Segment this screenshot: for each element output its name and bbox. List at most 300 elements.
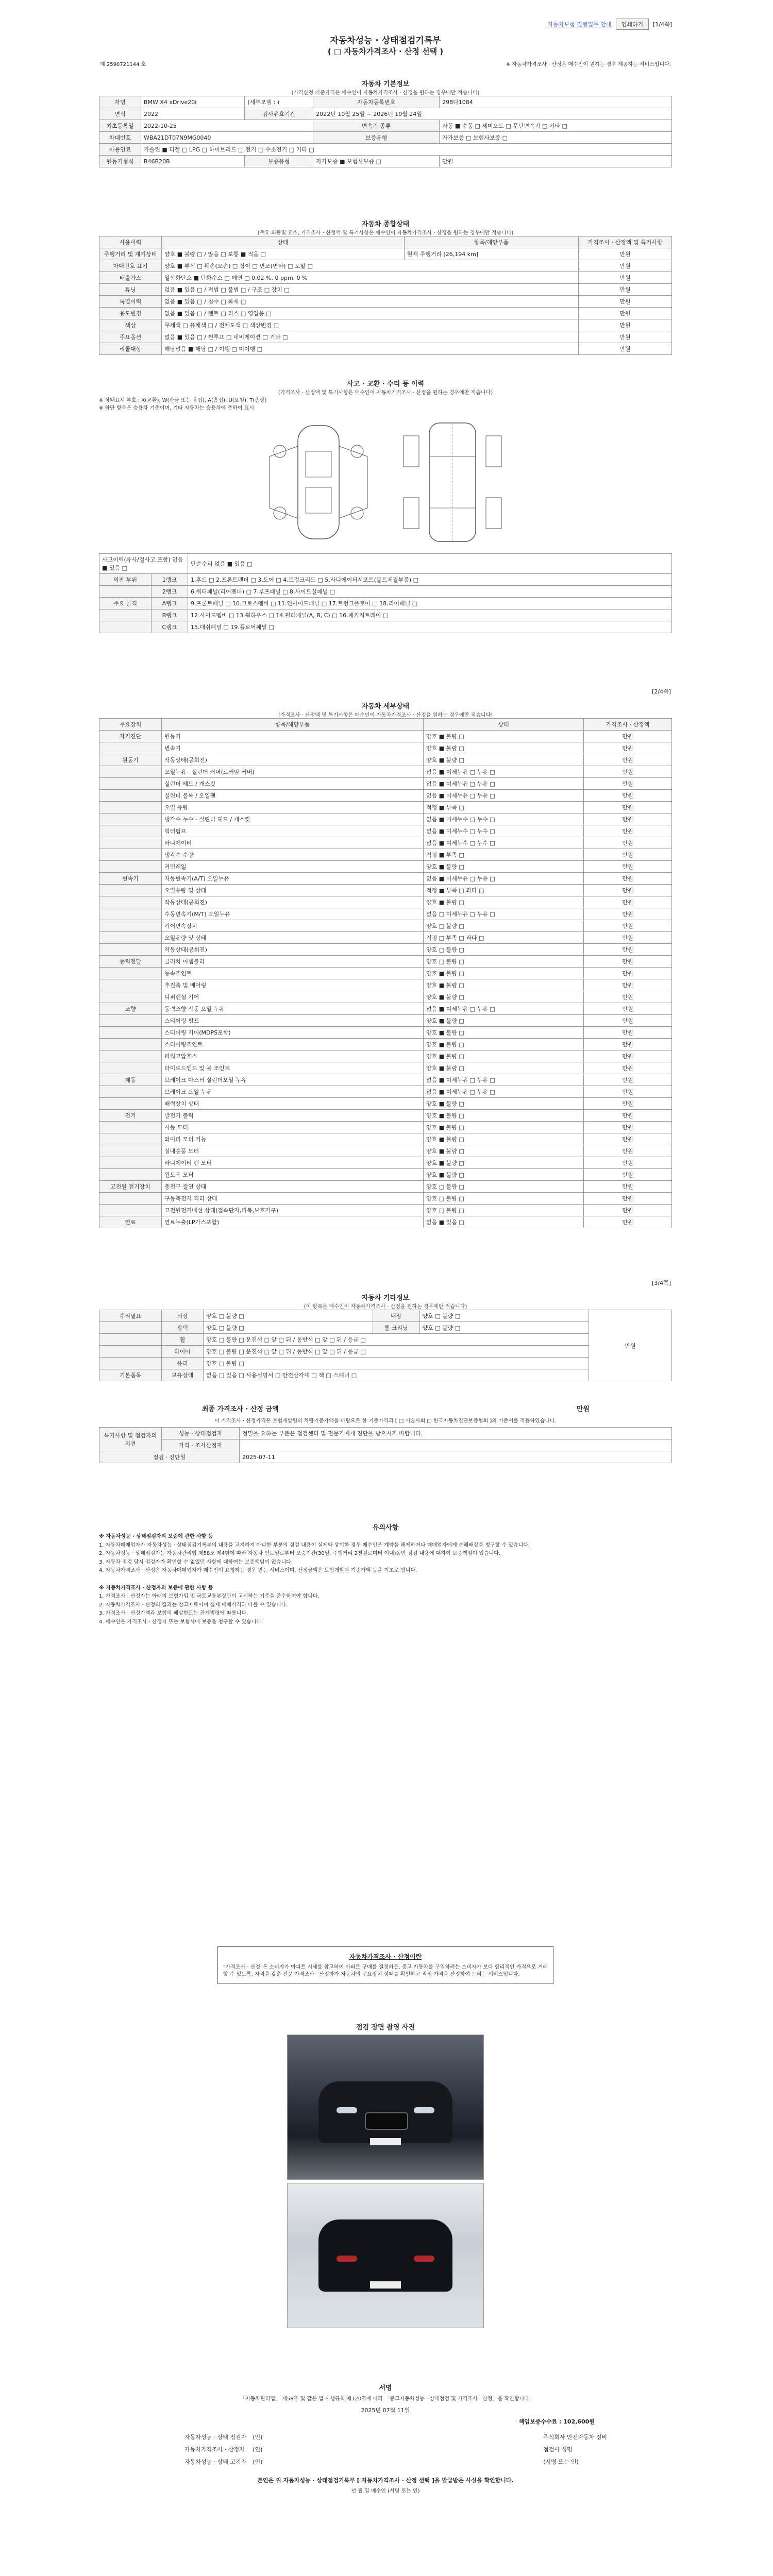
cell: 만원 bbox=[579, 296, 672, 308]
detail-row bbox=[99, 1027, 672, 1039]
detail-row bbox=[99, 1086, 672, 1098]
detail-row bbox=[99, 1039, 672, 1050]
cell: 튜닝 bbox=[99, 284, 162, 296]
cell: 만원 bbox=[579, 248, 672, 260]
detail-row bbox=[99, 837, 672, 849]
cell: 자동변속기(A/T) 오일누유 bbox=[162, 873, 424, 885]
detail-row bbox=[99, 932, 672, 944]
detail-row bbox=[99, 1181, 672, 1193]
cell: 양호 ■ 불량 □ bbox=[424, 861, 584, 873]
cell: 만원 bbox=[584, 1181, 672, 1193]
sign-section bbox=[99, 2379, 672, 2494]
cell: 양호 □ 불량 □ bbox=[204, 1358, 589, 1369]
cell: 양호 ■ 불량 □ bbox=[424, 1027, 584, 1039]
col-head: 상태 bbox=[424, 719, 584, 731]
cell: 양호 ■ 불량 □ bbox=[424, 754, 584, 766]
cell: 만원 bbox=[584, 1015, 672, 1027]
cell bbox=[99, 1098, 162, 1110]
cell: 기어변속장치 bbox=[162, 920, 424, 932]
detail-row bbox=[99, 956, 672, 968]
cell bbox=[99, 861, 162, 873]
cell bbox=[99, 621, 152, 633]
cell: 양호 □ 불량 □ bbox=[419, 1310, 589, 1322]
cell: 조향 bbox=[99, 1003, 162, 1015]
sign-footer2: 년 월 일 매수인 (서명 또는 인) bbox=[351, 2488, 420, 2494]
cell: 만원 bbox=[584, 742, 672, 754]
cell bbox=[99, 896, 162, 908]
note-item: 3. 자동차 점검 당시 점검자가 확인할 수 없었던 사항에 대하여는 보증책임이 없습니다. bbox=[99, 1559, 293, 1565]
car-side-view-diagram bbox=[259, 415, 378, 549]
cell: 파워고압호스 bbox=[162, 1050, 424, 1062]
cell: 작동상태(공회전) bbox=[162, 944, 424, 956]
accident-table bbox=[99, 553, 672, 633]
cell: 작동상태(공회전) bbox=[162, 754, 424, 766]
sign-text: 「자동차관리법」 제58조 및 같은 법 시행규칙 제120조에 따라 「중고자동차성능 · 상태점검 및 가격조사 · 산정」을 확인합니다. bbox=[240, 2396, 531, 2402]
cell bbox=[99, 1050, 162, 1062]
cell: 오일유량 및 상태 bbox=[162, 885, 424, 896]
detail-row bbox=[99, 908, 672, 920]
cell: 충전구 절연 상태 bbox=[162, 1181, 424, 1193]
note-item: 1. 가격조사 · 산정자는 아래의 보험가입 및 국토교통부장관이 고시하는 기준을 준수하여야 합니다. bbox=[99, 1594, 320, 1599]
cell: A랭크 bbox=[152, 598, 188, 609]
cell: 타이어 bbox=[162, 1346, 204, 1358]
sign-date: 2025년 07월 11일 bbox=[361, 2407, 410, 2414]
cell: 디퍼렌셜 기어 bbox=[162, 991, 424, 1003]
detail-row bbox=[99, 1122, 672, 1133]
cell: 자기진단 bbox=[99, 731, 162, 742]
cell: 적정 □ 부족 □ 과다 □ bbox=[424, 932, 584, 944]
cell bbox=[99, 1086, 162, 1098]
cell: 없음 ■ 미세누유 □ 누유 □ bbox=[424, 1086, 584, 1098]
detail-row bbox=[99, 920, 672, 932]
cell: 원동기 bbox=[99, 754, 162, 766]
cell: 차대번호 bbox=[99, 132, 141, 144]
cell: 298다1084 bbox=[440, 96, 672, 108]
signer-role: 자동차성능 · 상태 점검자 bbox=[184, 2434, 247, 2441]
detail-row bbox=[99, 778, 672, 790]
detail-row bbox=[99, 1074, 672, 1086]
accident-section bbox=[99, 375, 672, 633]
col-head: 주요장치 bbox=[99, 719, 162, 731]
cell: 없음 ■ 있음 □ bbox=[424, 1216, 584, 1228]
cell: 없음 ■ 미세누수 □ 누수 □ bbox=[424, 837, 584, 849]
cell: 만원 bbox=[584, 814, 672, 825]
cell: 전기 bbox=[99, 1110, 162, 1122]
cell: 만원 bbox=[584, 979, 672, 991]
cell bbox=[99, 1193, 162, 1205]
cell: 양호 ■ 불량 □ bbox=[424, 1015, 584, 1027]
cell: 양호 ■ 불량 □ bbox=[424, 1110, 584, 1122]
cell: 주요 골격 bbox=[99, 598, 152, 609]
doc-number: 제 2590721144 호 bbox=[100, 62, 146, 67]
cell bbox=[99, 586, 152, 598]
cell: 일산화탄소 ■ 탄화수소 □ 매연 □ 0.02 %, 0 ppm, 0 % bbox=[162, 272, 579, 284]
insurance-link[interactable]: 자동차보험 진행업무 안내 bbox=[547, 21, 612, 28]
notes-section bbox=[99, 1519, 672, 1627]
cell: 없음 ■ 미세누유 □ 누유 □ bbox=[424, 873, 584, 885]
cell: 정밀을 요하는 부분은 점검센터 및 전문가에게 진단을 받으시기 바랍니다. bbox=[240, 1428, 672, 1439]
fee-value: 102,600원 bbox=[563, 2418, 595, 2425]
cell: 실린더 블록 / 오일팬 bbox=[162, 790, 424, 802]
inspection-photo-rear bbox=[287, 2183, 484, 2328]
cell: 보증유형 bbox=[313, 132, 440, 144]
cell bbox=[99, 1062, 162, 1074]
cell: 9.프론트패널 □ 10.크로스멤버 □ 11.인사이드패널 □ 17.트렁크플로어 □ 18.리어패널 □ bbox=[188, 598, 672, 609]
cell: WBA21DT07N9MG0040 bbox=[141, 132, 313, 144]
cell: 만원 bbox=[584, 991, 672, 1003]
cell: 사용연료 bbox=[99, 144, 141, 156]
cell: 라디에이터 bbox=[162, 837, 424, 849]
signer-seal: (인) bbox=[253, 2434, 263, 2441]
basic-table bbox=[99, 96, 672, 167]
detail-row bbox=[99, 991, 672, 1003]
note-item: 2. 자동차가격조사 · 산정의 결과는 참고자료이며 실제 매매가격과 다를 수 있습니다. bbox=[99, 1602, 288, 1608]
cell: 만원 bbox=[579, 319, 672, 331]
notes-sub2: ※ 자동차가격조사 · 산정자의 보증에 관한 사항 등 bbox=[99, 1585, 213, 1591]
cell: 없음 ■ 있음 □ / 침수 □ 화재 □ bbox=[162, 296, 579, 308]
cell: 적정 ■ 부족 □ bbox=[424, 849, 584, 861]
cell: 만원 bbox=[584, 1074, 672, 1086]
cell bbox=[99, 825, 162, 837]
cell: 만원 bbox=[584, 968, 672, 979]
accident-note: (가격조사 · 산정액 및 특기사항은 매수인이 자동차가격조사 · 산정을 원하는 경우에만 적습니다) bbox=[278, 390, 493, 396]
cell: 양호 □ 불량 □ bbox=[204, 1322, 373, 1334]
cell: 만원 bbox=[579, 343, 672, 355]
detail-row bbox=[99, 849, 672, 861]
cell: 양호 ■ 불량 □ bbox=[424, 1145, 584, 1157]
cell: 현재 주행거리 [26,194 km] bbox=[404, 248, 578, 260]
general-table bbox=[99, 236, 672, 355]
info-box-title: 자동차가격조사 · 산정이란 bbox=[349, 1953, 422, 1960]
cell bbox=[99, 1145, 162, 1157]
cell bbox=[99, 932, 162, 944]
cell: 만원 bbox=[584, 766, 672, 778]
cell: 양호 ■ 불량 □ bbox=[424, 731, 584, 742]
cell: 만원 bbox=[584, 861, 672, 873]
cell: 브레이크 오일 누유 bbox=[162, 1086, 424, 1098]
cell bbox=[99, 814, 162, 825]
cell: 브레이크 마스터 실린더오일 누유 bbox=[162, 1074, 424, 1086]
col-head: 가격조사 · 산정액 및 특기사항 bbox=[579, 236, 672, 248]
page-3 bbox=[94, 1277, 677, 2565]
cell: 양호 □ 불량 □ bbox=[424, 1181, 584, 1193]
accident-heading: 사고 · 교환 · 수리 등 이력 bbox=[346, 380, 425, 388]
cell bbox=[99, 1039, 162, 1050]
detail-row bbox=[99, 814, 672, 825]
other-note: (이 항목은 매수인이 자동차가격조사 · 산정을 원하는 경우에만 적습니다) bbox=[304, 1304, 467, 1310]
general-heading: 자동차 종합상태 bbox=[361, 221, 410, 228]
cell: 만원 bbox=[584, 1145, 672, 1157]
cell: 커먼레일 bbox=[162, 861, 424, 873]
cell: 양호 ■ 불량 □ bbox=[424, 1062, 584, 1074]
cell: 양호 ■ 불량 □ bbox=[424, 1157, 584, 1169]
pricing-section bbox=[99, 1400, 672, 1463]
cell: 2025-07-11 bbox=[240, 1451, 672, 1463]
cell: 만원 bbox=[584, 778, 672, 790]
cell: 수동변속기(M/T) 오일누유 bbox=[162, 908, 424, 920]
cell: 냉각수 수량 bbox=[162, 849, 424, 861]
page-number: [2/4쪽] bbox=[652, 688, 671, 695]
detail-row bbox=[99, 754, 672, 766]
info-box bbox=[217, 1946, 553, 1984]
cell: 양호 ■ 불량 □ bbox=[424, 1050, 584, 1062]
simple-repair: 단순수리 없음 ■ 있음 □ bbox=[188, 554, 672, 574]
cell: 수리필요 bbox=[99, 1310, 162, 1322]
cell: 만원 bbox=[584, 1216, 672, 1228]
cell: 양호 ■ 불량 □ bbox=[424, 979, 584, 991]
inspection-photo-front bbox=[287, 2035, 484, 2180]
cell: 만원 bbox=[584, 1169, 672, 1181]
cell: 스티어링 기어(MDPS포함) bbox=[162, 1027, 424, 1039]
cell: 양호 ■ 불량 □ / 많음 □ 보통 ■ 적음 □ bbox=[162, 248, 405, 260]
cell: 만원 bbox=[584, 1110, 672, 1122]
cell: 색상 bbox=[99, 319, 162, 331]
cell: 스티어링 펌프 bbox=[162, 1015, 424, 1027]
cell: 보증유형 bbox=[245, 156, 313, 167]
photos-heading: 점검 장면 촬영 사진 bbox=[356, 2024, 415, 2031]
cell: 15.대쉬패널 □ 19.플로어패널 □ bbox=[188, 621, 672, 633]
cell: 적정 ■ 부족 □ 과다 □ bbox=[424, 885, 584, 896]
cell bbox=[99, 1015, 162, 1027]
cell: 없음 ■ 미세누유 □ 누유 □ bbox=[424, 790, 584, 802]
cell: 양호 □ 불량 □ bbox=[424, 956, 584, 968]
cell: 양호 ■ 불량 □ bbox=[424, 1098, 584, 1110]
cell bbox=[99, 1027, 162, 1039]
other-section bbox=[99, 1289, 672, 1381]
photo-section bbox=[99, 2019, 672, 2331]
cell: 6.쿼터패널(리어펜더) □ 7.루프패널 □ 8.사이드실패널 □ bbox=[188, 586, 672, 598]
notes-heading: 유의사항 bbox=[372, 1524, 399, 1532]
cell: C랭크 bbox=[152, 621, 188, 633]
signer-role: 자동차가격조사 · 산정자 bbox=[184, 2446, 245, 2453]
cell: 리콜대상 bbox=[99, 343, 162, 355]
col-head: 상태 bbox=[162, 236, 405, 248]
company-table bbox=[540, 2431, 610, 2468]
other-table bbox=[99, 1310, 672, 1381]
cell: 양호 ■ 부식 □ 훼손(오손) □ 상이 □ 변조(변타) □ 도말 □ bbox=[162, 260, 579, 272]
detail-row bbox=[99, 742, 672, 754]
cell: 등속조인트 bbox=[162, 968, 424, 979]
detail-row bbox=[99, 1003, 672, 1015]
cell: 연료 bbox=[99, 1216, 162, 1228]
fee-label: 책임보증수수료 : bbox=[518, 2418, 562, 2425]
cell: 만원 bbox=[584, 1122, 672, 1133]
cell: 없음 ■ 있음 □ / 적법 □ 불법 □ / 구조 □ 장치 □ bbox=[162, 284, 579, 296]
cell: 실린더 헤드 / 개스킷 bbox=[162, 778, 424, 790]
cell: 만원 bbox=[584, 825, 672, 837]
cell: 없음 ■ 있음 □ / 썬루프 □ 네비게이션 □ 기타 □ bbox=[162, 331, 579, 343]
cell bbox=[240, 1439, 672, 1451]
doc-notice: ※ 자동차가격조사 · 산정은 매수인이 원하는 경우 제공하는 서비스입니다. bbox=[506, 62, 671, 67]
cell bbox=[99, 1122, 162, 1133]
cell: 오일누유 · 실린더 커버(로커암 커버) bbox=[162, 766, 424, 778]
cell: 원동기형식 bbox=[99, 156, 141, 167]
cell: 만원 bbox=[584, 1193, 672, 1205]
cell bbox=[99, 802, 162, 814]
cell bbox=[99, 968, 162, 979]
cell: 룸 크리닝 bbox=[373, 1322, 419, 1334]
doc-subtitle: ( □ 자동차가격조사 · 산정 선택 ) bbox=[327, 47, 444, 56]
cell: 양호 □ 불량 □ 운전석 □ 앞 □ 뒤 / 동반석 □ 앞 □ 뒤 / 응급 □ bbox=[204, 1334, 589, 1346]
cell bbox=[99, 979, 162, 991]
cell: BMW X4 xDrive20i bbox=[141, 96, 245, 108]
cell: 1.후드 □ 2.프론트펜더 □ 3.도어 □ 4.트렁크리드 □ 5.라디에이터서포트(볼트체결부품) □ bbox=[188, 574, 672, 586]
cell: 없음 ■ 미세누수 □ 누수 □ bbox=[424, 814, 584, 825]
sign-footer: 본인은 위 자동차성능 · 상태점검기록부 [ 자동차가격조사 · 산정 선택 ]을 발급받은 사실을 확인합니다. bbox=[257, 2477, 514, 2484]
detail-row bbox=[99, 968, 672, 979]
cell: 만원 bbox=[584, 908, 672, 920]
cell: 무채색 □ 유채색 □ / 전체도색 □ 색상변경 □ bbox=[162, 319, 579, 331]
cell: 만원 bbox=[579, 272, 672, 284]
cell: 특기사항 및 점검자의 의견 bbox=[99, 1428, 162, 1451]
notes-sub1: ※ 자동차성능 · 상태점검자의 보증에 관한 사항 등 bbox=[99, 1534, 213, 1539]
cell: 연식 bbox=[99, 108, 141, 120]
cell: 양호 ■ 불량 □ bbox=[424, 1169, 584, 1181]
cell: 만원 bbox=[584, 1133, 672, 1145]
cell: 양호 □ 불량 □ bbox=[424, 944, 584, 956]
cell: 만원 bbox=[584, 790, 672, 802]
note-item: 3. 가격조사 · 산정가액과 보험의 배상한도는 관계법령에 따릅니다. bbox=[99, 1611, 248, 1616]
detail-note: (가격조사 · 산정액 및 특기사항은 매수인이 자동차가격조사 · 산정을 원하는 경우에만 적습니다) bbox=[278, 713, 493, 718]
inspector-name-label: 점검사 성명 bbox=[543, 2446, 573, 2453]
cell: 없음 ■ 있음 □ / 렌트 □ 리스 □ 영업용 □ bbox=[162, 308, 579, 319]
info-box-text: "가격조사 · 산정"은 소비자가 아파트 시세를 참고하여 아파트 구매를 결정하듯, 중고 자동차를 구입하려는 소비자가 보다 합리적인 가격으로 거래할 수 있도록, 자격을 갖춘 전문 가격조사 · 산정자가 자동차의 주요장치 상태를 확인하고 적정 가격을 산정하여 드리는 서비스입니다. bbox=[223, 1964, 548, 1977]
detail-row bbox=[99, 802, 672, 814]
signer-seal: (인) bbox=[253, 2459, 263, 2465]
cell: 2랭크 bbox=[152, 586, 188, 598]
cell: 양호 □ 불량 □ 운전석 □ 앞 □ 뒤 / 동반석 □ 앞 □ 뒤 / 응급 □ bbox=[204, 1346, 589, 1358]
cell: 만원 bbox=[584, 802, 672, 814]
cell: 윈도우 모터 bbox=[162, 1169, 424, 1181]
detail-row bbox=[99, 979, 672, 991]
cell: 없음 □ 있음 □ 사용설명서 □ 안전삼각대 □ 잭 □ 스패너 □ bbox=[204, 1369, 589, 1381]
top-actions bbox=[548, 19, 672, 30]
cell: 없음 ■ 미세누수 □ 누수 □ bbox=[424, 825, 584, 837]
detail-table bbox=[99, 718, 672, 1228]
pricing-unit: 만원 bbox=[576, 1405, 590, 1413]
col-head: 가격조사 · 산정액 bbox=[584, 719, 672, 731]
cell: 자동차등록번호 bbox=[313, 96, 440, 108]
cell bbox=[99, 920, 162, 932]
cell: 제동 bbox=[99, 1074, 162, 1086]
detail-row bbox=[99, 1133, 672, 1145]
basic-heading: 자동차 기본정보 bbox=[361, 80, 410, 88]
cell: 냉각수 누수 · 실린더 헤드 / 개스킷 bbox=[162, 814, 424, 825]
cell: 만원 bbox=[584, 885, 672, 896]
cell: 구동축전지 격리 상태 bbox=[162, 1193, 424, 1205]
print-button[interactable]: 인쇄하기 bbox=[616, 19, 649, 30]
cell bbox=[99, 778, 162, 790]
cell: 동력전달 bbox=[99, 956, 162, 968]
detail-row bbox=[99, 825, 672, 837]
cell: 차명 bbox=[99, 96, 141, 108]
cell: 타이로드엔드 및 볼 조인트 bbox=[162, 1062, 424, 1074]
cell: 1랭크 bbox=[152, 574, 188, 586]
cell: 없음 ■ 미세누유 □ 누유 □ bbox=[424, 778, 584, 790]
pricing-note: 이 가격조사 · 산정가격은 보험개발원의 차량기준가액을 바탕으로 한 기준가격과 [ □ 기술사회 □ 한국자동차진단보증협회 ]의 기준서를 적용하였습니다. bbox=[214, 1418, 557, 1424]
cell bbox=[99, 1169, 162, 1181]
cell: 특별이력 bbox=[99, 296, 162, 308]
cell: 자동 ■ 수동 □ 세미오토 □ 무단변속기 □ 기타 □ bbox=[440, 120, 672, 132]
detail-row bbox=[99, 1157, 672, 1169]
page-1 bbox=[94, 14, 677, 679]
detail-row bbox=[99, 1015, 672, 1027]
company-name: 주식회사 안전자동차 정비 bbox=[543, 2434, 607, 2441]
detail-row bbox=[99, 1216, 672, 1228]
cell: 만원 bbox=[584, 944, 672, 956]
cell: 양호 ■ 불량 □ bbox=[424, 1039, 584, 1050]
cell: 워터펌프 bbox=[162, 825, 424, 837]
detail-row bbox=[99, 1169, 672, 1181]
cell: 가격 · 조사산정자 bbox=[162, 1439, 240, 1451]
cell: 만원 bbox=[584, 920, 672, 932]
cell: 변속기 종류 bbox=[313, 120, 440, 132]
cell: 만원 bbox=[584, 932, 672, 944]
cell: 검사유효기간 bbox=[245, 108, 313, 120]
cell bbox=[99, 1205, 162, 1216]
cell: 12.사이드멤버 □ 13.휠하우스 □ 14.필러패널(A, B, C) □ 16.패키지트레이 □ bbox=[188, 609, 672, 621]
cell: 만원 bbox=[584, 1027, 672, 1039]
cell: 유리 bbox=[162, 1358, 204, 1369]
note-item: 4. 자동차가격조사 · 산정은 자동차매매업자가 매수인이 요청하는 경우 받는 서비스이며, 산정금액은 보험개발원 기준가액 등을 기초로 합니다. bbox=[99, 1568, 417, 1573]
other-heading: 자동차 기타정보 bbox=[361, 1294, 410, 1302]
cell: 만원 bbox=[584, 849, 672, 861]
col-head: 항목/해당부품 bbox=[404, 236, 578, 248]
legend: ※ 상태표시 부호 : X(교환), W(판금 또는 용접), A(흠집), U(요철), T(손상) bbox=[99, 398, 267, 403]
cell bbox=[99, 1157, 162, 1169]
cell: 없음 ■ 미세누유 □ 누유 □ bbox=[424, 1003, 584, 1015]
detail-row bbox=[99, 1205, 672, 1216]
cell: 발전기 출력 bbox=[162, 1110, 424, 1122]
cell: 2022-10-25 bbox=[141, 120, 313, 132]
doc-title: 자동차성능 · 상태점검기록부 bbox=[330, 36, 441, 46]
cell: 변속기 bbox=[99, 873, 162, 885]
cell: 라디에이터 팬 모터 bbox=[162, 1157, 424, 1169]
cell: 양호 □ 불량 □ bbox=[424, 920, 584, 932]
cell: 기본품목 bbox=[99, 1369, 162, 1381]
note-item: 1. 자동차매매업자가 자동차성능 · 상태점검기록부의 내용을 고지하지 아니한 부분의 점검 내용이 실제와 상이한 경우 매수인은 계약을 해제하거나 매매업자에게 손해배상을 청구할 수 있습니다. bbox=[99, 1542, 530, 1548]
cell bbox=[99, 742, 162, 754]
cell: 만원 bbox=[584, 1062, 672, 1074]
detail-row bbox=[99, 1062, 672, 1074]
cell: 보유상태 bbox=[162, 1369, 204, 1381]
cell: 양호 ■ 불량 □ bbox=[424, 1122, 584, 1133]
detail-row bbox=[99, 1110, 672, 1122]
cell: 만원 bbox=[579, 308, 672, 319]
cell: 만원 bbox=[584, 896, 672, 908]
accident-history: 사고이력(유사/결사고 포함) 없음 ■ 있음 □ bbox=[99, 554, 188, 574]
detail-row bbox=[99, 766, 672, 778]
cell: 만원 bbox=[584, 1086, 672, 1098]
cell: 차대번호 표기 bbox=[99, 260, 162, 272]
cell: 만원 bbox=[579, 260, 672, 272]
cell bbox=[99, 849, 162, 861]
cell: 만원 bbox=[584, 1098, 672, 1110]
cell: 2022년 10월 25일 ~ 2026년 10월 24일 bbox=[313, 108, 672, 120]
cell: 만원 bbox=[440, 156, 672, 167]
cell: 오일 유량 bbox=[162, 802, 424, 814]
cell bbox=[99, 1133, 162, 1145]
cell: 외판 부위 bbox=[99, 574, 152, 586]
col-head: 항목/해당부품 bbox=[162, 719, 424, 731]
cell: 양호 ■ 불량 □ bbox=[424, 991, 584, 1003]
general-note: (주요 외관및 요소, 가격조사 · 산정액 및 특기사항은 매수인이 자동차가격조사 · 산정을 원하는 경우에만 적습니다) bbox=[257, 230, 514, 236]
cell: 고전원 전기장치 bbox=[99, 1181, 162, 1193]
page-number: [1/4쪽] bbox=[653, 21, 672, 28]
cell: 해당없음 ■ 해당 □ / 이행 □ 미이행 □ bbox=[162, 343, 579, 355]
cell: 만원 bbox=[584, 956, 672, 968]
cell: 없음 ■ 미세누유 □ 누유 □ bbox=[424, 1074, 584, 1086]
